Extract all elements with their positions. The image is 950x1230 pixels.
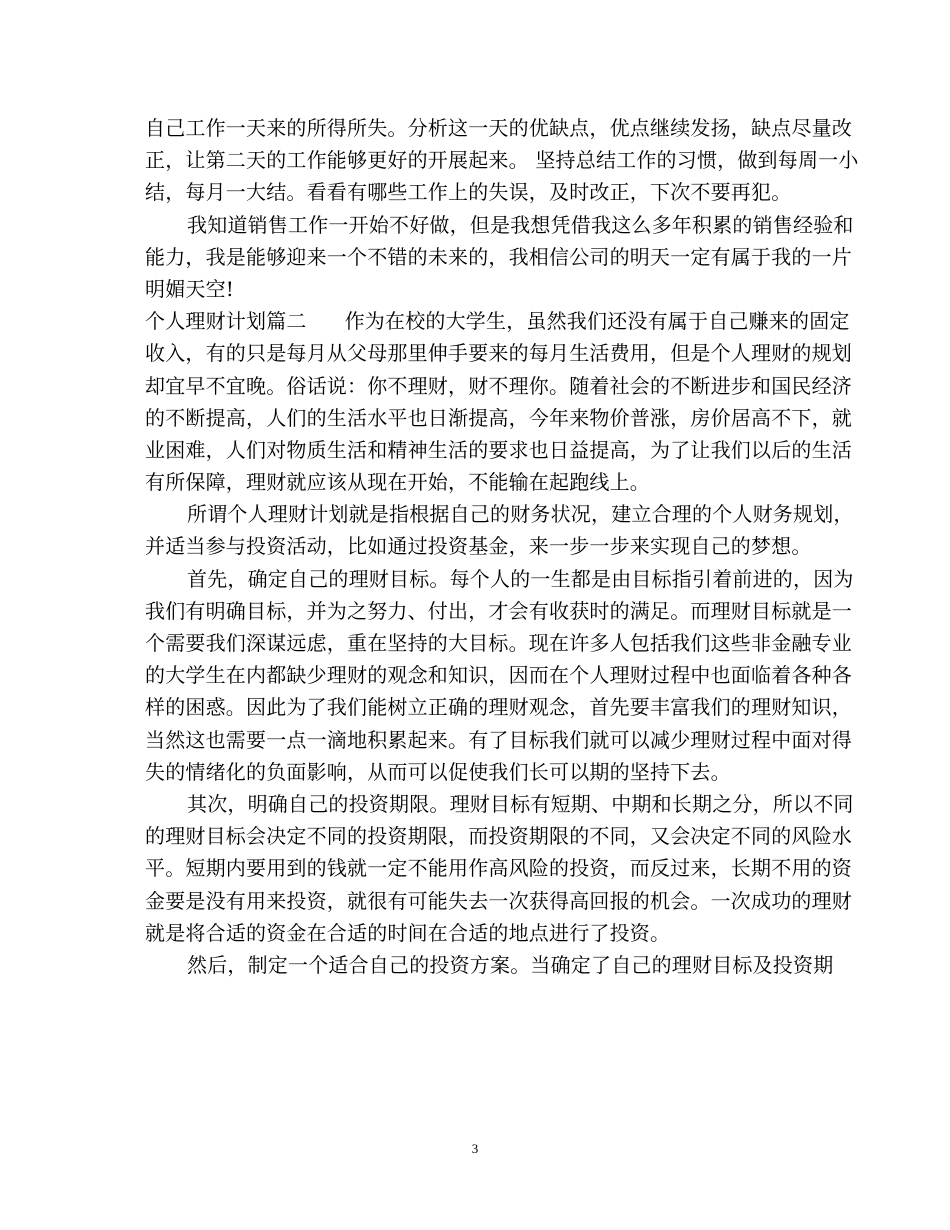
text-line: 样的困惑。因此为了我们能树立正确的理财观念，首先要丰富我们的理财知识， (145, 695, 852, 720)
text-line: 能力，我是能够迎来一个不错的未来的，我相信公司的明天一定有属于我的一片 (145, 244, 852, 269)
text-line: 业困难，人们对物质生活和精神生活的要求也日益提高，为了让我们以后的生活 (145, 437, 852, 462)
text-line: 当然这也需要一点一滴地积累起来。有了目标我们就可以减少理财过程中面对得 (145, 727, 852, 752)
text-line: 明媚天空! (145, 276, 235, 301)
text-line: 的不断提高，人们的生活水平也日渐提高，今年来物价普涨，房价居高不下，就 (145, 405, 852, 430)
text-line: 结，每月一大结。看看有哪些工作上的失误，及时改正，下次不要再犯。 (145, 180, 792, 205)
heading-line-text: 作为在校的大学生，虽然我们还没有属于自己赚来的固定 (344, 309, 850, 334)
text-line: 所谓个人理财计划就是指根据自己的财务状况，建立合理的个人财务规划， (187, 502, 854, 527)
text-line: 就是将合适的资金在合适的时间在合适的地点进行了投资。 (145, 920, 671, 945)
text-line: 我们有明确目标，并为之努力、付出，才会有收获时的满足。而理财目标就是一 (145, 598, 852, 623)
text-line: 自己工作一天来的所得所失。分析这一天的优缺点，优点继续发扬，缺点尽量改 (145, 116, 852, 140)
text-line: 的大学生在内都缺少理财的观念和知识，因而在个人理财过程中也面临着各种各 (145, 663, 852, 688)
text-line: 平。短期内要用到的钱就一定不能用作高风险的投资，而反过来，长期不用的资 (145, 856, 852, 881)
document-body (145, 112, 859, 981)
section-heading: 个人理财计划篇二 (145, 309, 307, 334)
text-line: 金要是没有用来投资，就很有可能失去一次获得高回报的机会。一次成功的理财 (145, 888, 852, 913)
text-line: 却宜早不宜晚。俗话说：你不理财，财不理你。随着社会的不断进步和国民经济 (145, 373, 852, 398)
page-number: 3 (471, 1141, 479, 1156)
text-line: 我知道销售工作一开始不好做，但是我想凭借我这么多年积累的销售经验和 (187, 212, 854, 237)
text-line: 然后，制定一个适合自己的投资方案。当确定了自己的理财目标及投资期 (187, 952, 834, 977)
text-line: 正，让第二天的工作能够更好的开展起来。 坚持总结工作的习惯，做到每周一小 (145, 148, 859, 173)
text-line: 收入，有的只是每月从父母那里伸手要来的每月生活费用，但是个人理财的规划 (145, 341, 852, 366)
text-line: 个需要我们深谋远虑，重在坚持的大目标。现在许多人包括我们这些非金融专业 (145, 631, 852, 655)
text-line: 的理财目标会决定不同的投资期限，而投资期限的不同，又会决定不同的风险水 (145, 824, 852, 849)
text-line: 失的情绪化的负面影响，从而可以促使我们长可以期的坚持下去。 (145, 759, 731, 784)
text-line: 其次，明确自己的投资期限。理财目标有短期、中期和长期之分，所以不同 (187, 791, 854, 816)
heading-line (145, 305, 850, 337)
text-line: 首先，确定自己的理财目标。每个人的一生都是由目标指引着前进的，因为 (187, 566, 854, 591)
text-line: 有所保障，理财就应该从现在开始，不能输在起跑线上。 (145, 470, 650, 495)
text-line: 并适当参与投资活动，比如通过投资基金，来一步一步来实现自己的梦想。 (145, 534, 812, 559)
